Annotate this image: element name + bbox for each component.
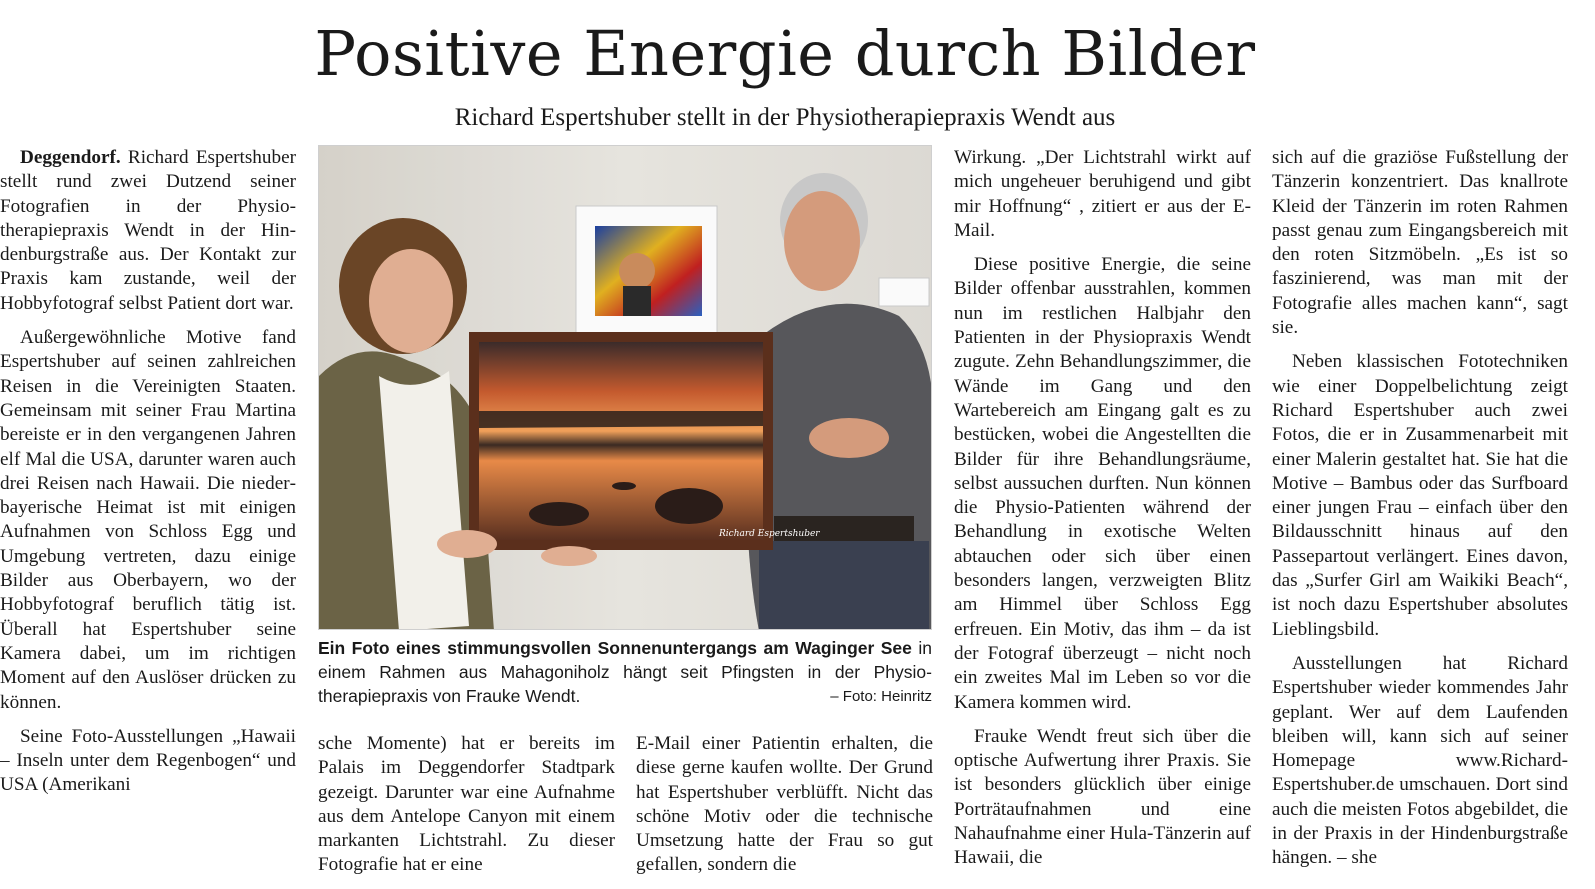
paragraph <box>0 146 296 316</box>
paragraph-text: Richard Espertshuber stellt rund zwei Dutzend seiner Fotografien in der Physiotherapiepraxis Wendt in der Hindenburgstraße aus. Der Kontakt zur Praxis kam zustande, weil der Hobbyfotograf selbst Patient dort war. <box>0 147 296 314</box>
article-column-5 <box>1272 146 1595 889</box>
paragraph: Wirkung. „Der Lichtstrahl wirkt auf mich ungeheuer beruhigend und gibt mir Hoffnung“ , zitiert er aus der E-Mail. <box>954 147 1251 241</box>
headline: Positive Energie durch Bilder <box>314 17 1256 90</box>
paragraph: sich auf die graziöse Fußstellung der Tänzerin konzentriert. Das knallrote Kleid der Tänzerin im roten Rahmen passt genau zum Eingangsbereich mit den roten Sitzmöbeln. „Es ist so faszinierend, was man mit der Fotografie alles machen kann“, sagt sie. <box>1272 147 1568 339</box>
paragraph: sche Momente) hat er bereits im Palais im Deggendorfer Stadtpark gezeigt. Darunter war eine Aufnahme aus dem Antelope Canyon mit einem markanten Lichtstrahl. Zu dieser Fotografie hat er eine <box>318 733 615 876</box>
paragraph: Neben klassischen Fototechniken wie einer Doppelbelichtung zeigt Richard Espertshuber auch zwei Fotos, die er in Zusammenarbeit mit einer Malerin gestaltet hat. Sie hat die Motive – Bambus oder das Surfboard einer jungen Frau – einfach über den Bildausschnitt hinaus auf den Passepartout verlängert. Eines davon, das „Surfer Girl am Waikiki Beach“, ist noch dazu Espertshuber absolutes Lieblingsbild. <box>1272 351 1568 640</box>
photo-illustration <box>319 146 932 630</box>
dateline: Deggendorf. <box>20 147 121 168</box>
article-photo <box>318 145 932 630</box>
article-column-1 <box>0 146 296 889</box>
paragraph: Ausstellungen hat Richard Espertshuber wieder kommendes Jahr geplant. Wer auf dem Laufenden bleiben will, kann sich auf seiner Homepage www.Richard-Espertshuber.de umschauen. Dort sind auch die meisten Fotos abgebildet, die in der Praxis in der Hindenburgstraße hängen. – she <box>1272 652 1568 869</box>
article-column-2 <box>318 732 615 889</box>
photo-credit: – Foto: Heinritz <box>830 688 932 705</box>
paragraph: Außergewöhnliche Motive fand Espertshuber auf seinen zahlreichen Reisen in die Vereinigten Staaten. Gemeinsam mit seiner Frau Martina bereiste er in den vergangenen Jahren elf Mal die USA, darunter waren auch drei Reisen nach Hawaii. Die niederbayerische Heimat ist mit einigen Aufnahmen von Schloss Egg und Umgebung vertreten, dazu einige Bilder aus Oberbayern, wo der Hobbyfotograf beruflich tätig ist. Überall hat Espertshuber seine Kamera dabei, um im richtigen Moment auf den Auslöser drücken zu können. <box>0 327 296 713</box>
caption-lead: Ein Foto eines stimmungsvollen Sonnenuntergangs am Waginger See <box>318 638 912 658</box>
photo-signature: Richard Espertshuber <box>719 529 820 539</box>
subheadline: Richard Espertshuber stellt in der Physiotherapiepraxis Wendt aus <box>454 104 1116 131</box>
paragraph: Seine Foto-Ausstellungen „Hawaii – Inseln unter dem Regenbogen“ und USA (Amerikani <box>0 725 296 796</box>
paragraph: E-Mail einer Patientin erhalten, die diese gerne kaufen wollte. Der Grund hat Espertshuber verblüfft. Nicht das schöne Motiv oder die technische Umsetzung hatte der Frau so gut gefallen, sondern die <box>636 733 933 876</box>
article-column-3 <box>636 732 933 889</box>
caption-text: in einem Rahmen aus Mahagoniholz hängt seit Pfingsten in der Physiotherapiepraxis von Frauke Wendt. <box>318 638 932 706</box>
article-column-4 <box>954 146 1251 889</box>
paragraph: Frauke Wendt freut sich über die optische Aufwertung ihrer Praxis. Sie ist besonders glücklich über einige Porträtaufnahmen und eine Nahaufnahme einer Hula-Tänzerin auf Hawaii, die <box>954 725 1251 869</box>
paragraph: Diese positive Energie, die seine Bilder offenbar ausstrahlen, kommen nun im restlichen Halbjahr den Patienten in der Physiopraxis Wendt zugute. Zehn Behandlungszimmer, die Wände im Gang und den Wartebereich am Eingang galt es zu bestücken, wobei die Angestellten die Bilder für ihre Behandlungsräume, selbst aussuchen durften. Nun können die Physio-Patienten während der Behandlung in exotische Welten abtauchen oder sich über einen besonders langen, verzweigten Blitz am Himmel über Schloss Egg erfreuen. Ein Motiv, das ihm – da ist der Fotograf überzeugt – nicht noch ein zweites Mal im Leben so vor die Kamera kommen wird. <box>954 254 1251 713</box>
